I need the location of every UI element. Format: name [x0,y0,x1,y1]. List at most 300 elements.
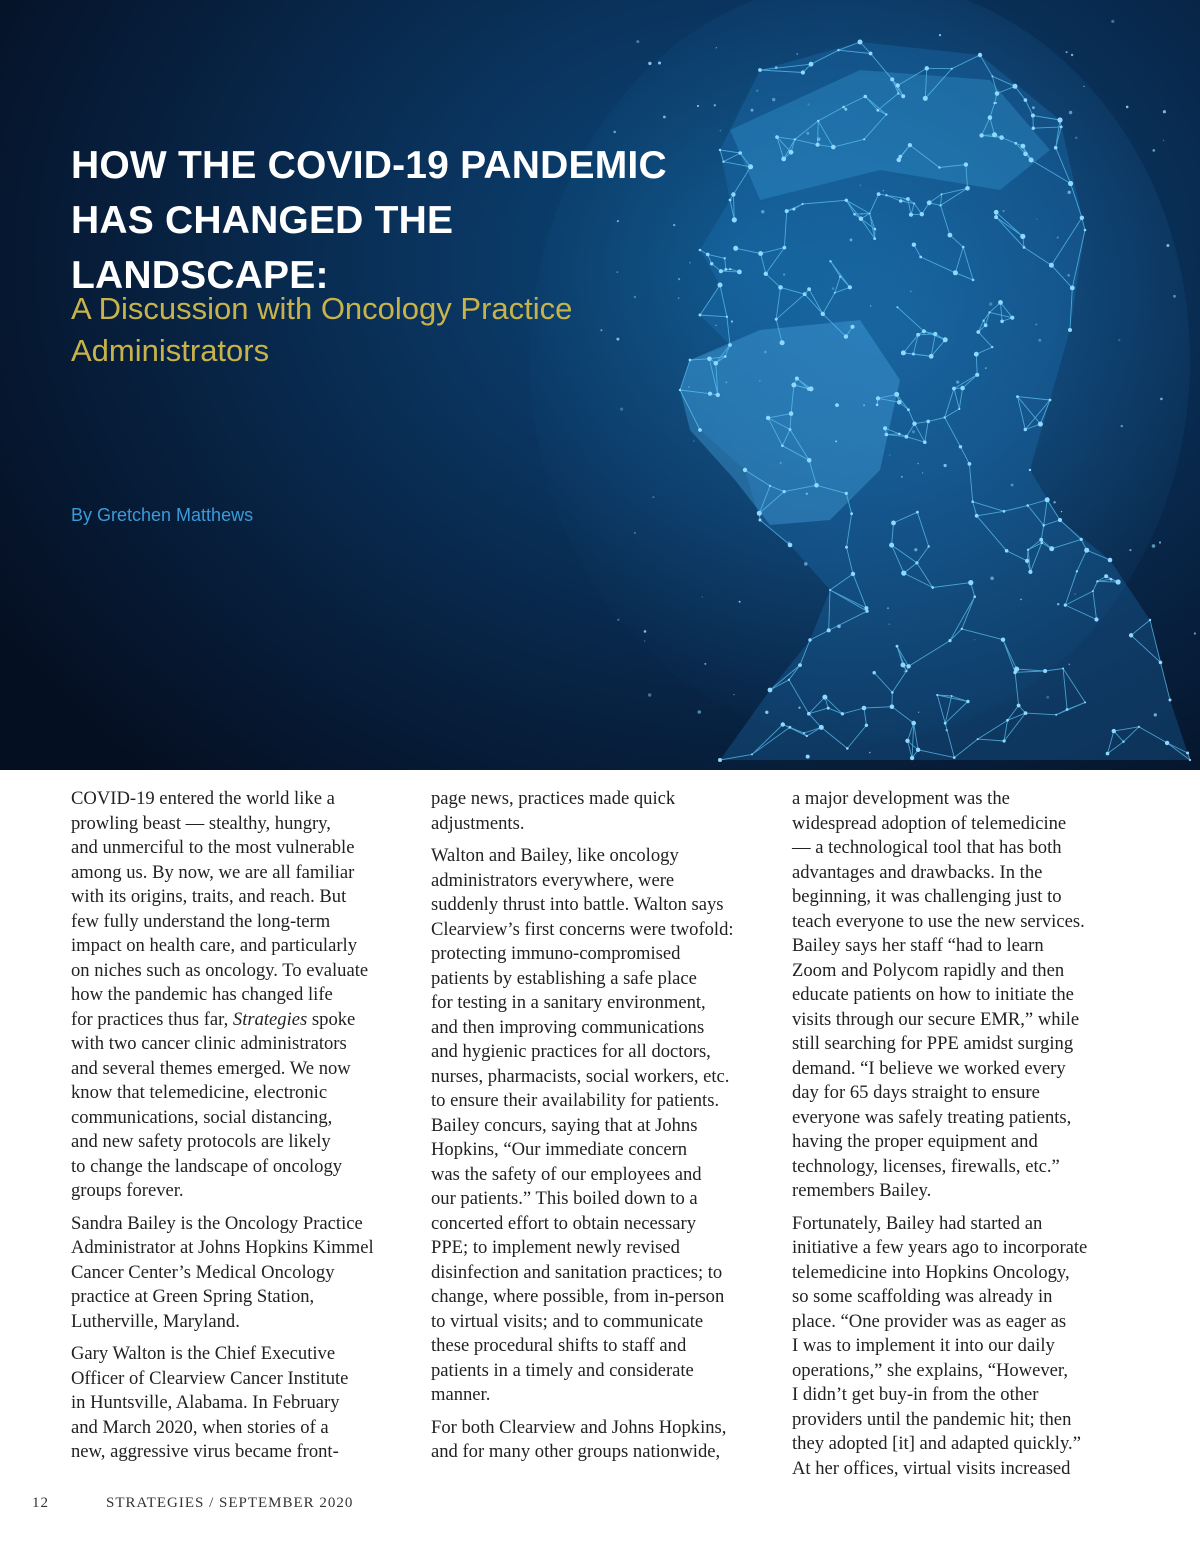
network-node [891,691,894,694]
network-node [769,485,771,487]
network-node [953,270,958,275]
network-node [901,571,906,576]
network-node [1108,558,1113,563]
network-node [829,260,831,262]
particle [837,625,841,629]
network-node [1060,126,1063,129]
network-node [781,444,784,447]
particle [788,541,790,543]
particle [1118,339,1120,341]
text-line: with two cancer clinic administrators [71,1033,347,1054]
particle [1071,54,1073,56]
network-node [931,586,934,589]
network-node [896,645,899,648]
text-line: change, where possible, from in-person [431,1286,725,1307]
network-node [851,572,855,576]
network-node [1049,546,1054,551]
network-node [1029,469,1031,471]
network-node [912,422,916,426]
network-node [927,200,932,205]
network-node [995,91,1000,96]
subtitle-line-1: A Discussion with Oncology Practice [71,291,573,326]
network-node [876,404,879,407]
network-node [1023,246,1026,249]
particle [1011,484,1014,487]
network-node [933,332,937,336]
text-line: demand. “I believe we worked every [792,1057,1066,1079]
network-node [724,355,727,358]
network-node [1080,538,1083,541]
network-node [839,276,841,278]
network-node [951,695,953,697]
network-node [1013,84,1018,89]
network-node [1055,714,1057,716]
network-node [891,521,896,526]
network-node [806,755,810,759]
network-node [890,77,894,81]
network-node [850,325,854,329]
text-line: place. “One provider was as eager as [792,1310,1067,1332]
text-line: Bailey says her staff “had to learn [792,935,1044,956]
network-node [1092,590,1094,592]
particle [1020,599,1022,601]
network-node [864,95,868,99]
particle [775,66,778,69]
text-line: — a technological tool that has both [792,837,1062,858]
network-node [925,66,929,70]
particle [835,440,837,442]
particle [693,440,695,442]
network-node [905,739,909,743]
particle [901,476,903,478]
text-line: Gary Walton is the Chief Executive [71,1343,336,1364]
network-node [789,150,794,155]
particle [617,619,619,621]
text-line: manner. [431,1384,491,1405]
text-line: patients by establishing a safe place [431,967,697,989]
text-line: and hygienic practices for all doctors, [431,1041,711,1062]
text-line: among us. By now, we are all familiar [71,861,355,883]
text-line: to virtual visits; and to communicate [431,1310,704,1332]
network-node [1084,701,1086,703]
network-node [972,279,975,282]
particle [715,325,716,326]
text-line: having the proper equipment and [792,1131,1038,1152]
text-line: For both Clearview and Johns Hopkins, [431,1416,727,1438]
particle [806,493,808,495]
network-node [1027,549,1029,551]
particle [1053,501,1055,503]
particle [798,707,800,709]
text-line: Clearview’s first concerns were twofold: [431,918,734,940]
network-node [1116,579,1121,584]
network-node [775,318,778,321]
particle [1111,20,1114,23]
network-node [912,353,915,356]
network-node [1104,574,1108,578]
text-line: initiative a few years ago to incorporate [792,1237,1088,1258]
network-node [850,512,853,515]
network-node [1043,669,1047,673]
network-node [928,545,930,547]
network-node [726,316,728,318]
network-node [789,726,792,729]
network-node [951,68,953,70]
network-node [1024,428,1027,431]
network-node [894,392,899,397]
particle [1074,593,1076,595]
text-run: spoke [307,1008,356,1030]
network-node [923,440,927,444]
particle [1163,140,1164,141]
network-node [862,706,867,711]
network-node [1003,510,1006,513]
text-line: nurses, pharmacists, social workers, etc. [431,1065,730,1087]
text-line: telemedicine into Hopkins Oncology, [792,1261,1070,1283]
network-node [944,416,946,418]
particle [939,34,941,36]
network-node [1076,570,1078,572]
particle [989,302,992,305]
network-node [898,433,901,436]
network-node [907,408,910,411]
network-node [975,373,979,377]
paragraph [71,1212,413,1335]
particle [1046,696,1049,699]
network-node [829,589,831,591]
text-line [71,1008,413,1033]
paragraph [431,844,773,1408]
network-node [962,246,965,249]
network-node [992,132,997,137]
network-node [973,595,976,598]
text-line: in Huntsville, Alabama. In February [71,1392,340,1413]
network-node [1186,752,1189,755]
network-node [846,747,849,750]
particle [863,404,865,406]
particle [944,464,947,467]
network-node [885,433,889,437]
text-line: impact on health care, and particularly [71,935,358,956]
text-line: to change the landscape of oncology [71,1155,343,1177]
particle [648,693,651,696]
text-line: and for many other groups nationwide, [431,1441,721,1462]
network-node [876,109,879,112]
particle [1038,339,1041,342]
network-node [807,387,811,391]
network-node [1042,524,1045,527]
network-node [897,400,902,405]
particle [648,62,651,65]
network-node [911,721,916,726]
text-line: I didn’t get buy-in from the other [792,1384,1039,1405]
network-node [785,209,789,213]
network-node [873,237,876,240]
network-node [965,186,970,191]
particle [887,607,889,609]
paragraph [792,787,1134,1204]
text-line: Walton and Bailey, like oncology [431,845,679,866]
particle [1163,110,1166,113]
network-node [853,213,856,216]
particle [702,596,703,597]
network-node [768,688,773,693]
particle [697,105,699,107]
particle [1166,244,1169,247]
text-line: Sandra Bailey is the Oncology Practice [71,1212,363,1234]
particle [870,305,871,306]
network-node [698,428,702,432]
text-line: on niches such as oncology. To evaluate [71,959,369,981]
particle [1126,106,1129,109]
network-node [789,428,792,431]
text-line: advantages and drawbacks. In the [792,861,1043,883]
particle [914,548,917,551]
text-line: Bailey concurs, saying that at Johns [431,1114,698,1136]
network-node [757,511,762,516]
network-node [798,663,802,667]
network-node [841,712,844,715]
network-node [926,420,930,424]
particle [756,90,758,92]
network-node [1014,142,1017,145]
text-line: PPE; to implement newly revised [431,1237,680,1258]
network-node [1068,181,1073,186]
text-line: with its origins, traits, and reach. But [71,886,347,907]
title-line-3: LANDSCAPE: [71,254,329,297]
network-node [1025,559,1029,563]
text-run: for practices thus far, [71,1008,233,1030]
network-node [991,346,993,348]
text-line: visits through our secure EMR,” while [792,1008,1080,1030]
text-line: groups forever. [71,1180,184,1201]
network-node [751,753,753,755]
text-line: to ensure their availability for patients. [431,1090,720,1111]
text-line: how the pandemic has changed life [71,984,333,1005]
network-node [1028,570,1032,574]
network-node [714,361,719,366]
network-node [936,694,938,696]
network-node [1016,395,1019,398]
network-node [1084,548,1089,553]
network-node [941,193,943,195]
text-line: adjustments. [431,812,525,834]
network-node [816,143,820,147]
network-node [952,387,956,391]
network-node [1165,741,1169,745]
network-node [916,511,919,514]
network-node [1138,726,1140,728]
network-node [845,492,848,495]
particle [644,630,647,633]
network-node [1021,144,1026,149]
particle [726,382,728,384]
network-node [1110,578,1113,581]
text-line: a major development was the [792,788,1010,809]
text-line: widespread adoption of telemedicine [792,812,1067,834]
particle [817,137,821,141]
particle [620,408,623,411]
network-node [803,292,807,296]
text-line: Cancer Center’s Medical Oncology [71,1261,335,1283]
network-node [901,663,906,668]
particle [1003,210,1005,212]
network-node [1159,661,1163,665]
network-node [943,337,948,342]
network-node [809,62,814,67]
network-node [801,70,805,74]
title-line-2: HAS CHANGED THE [71,199,454,242]
network-node [1057,117,1062,122]
network-node [961,628,963,630]
network-node [792,208,795,211]
network-node [866,610,869,613]
particle [764,351,766,353]
text-line: and new safety protocols are likely [71,1131,331,1152]
text-line: know that telemedicine, electronic [71,1082,328,1103]
network-node [1039,538,1043,542]
particle [1083,86,1084,87]
network-node [1001,638,1005,642]
particle [1068,191,1071,194]
network-node [1049,263,1054,268]
network-node [807,287,811,291]
network-node [890,704,895,709]
network-node [889,543,894,548]
network-node [877,192,881,196]
text-line: technology, licenses, firewalls, etc.” [792,1155,1060,1177]
text-line: COVID-19 entered the world like a [71,788,335,809]
particle [808,103,810,105]
title-line-1: HOW THE COVID-19 PANDEMIC [71,144,667,187]
subtitle-line-2: Administrators [71,333,270,368]
text-line: Administrator at Johns Hopkins Kimmel [71,1237,374,1258]
particle [663,116,666,119]
network-node [716,393,720,397]
particle [1057,237,1059,239]
text-line: I was to implement it into our daily [792,1335,1055,1356]
particle [1057,603,1059,605]
particle [783,274,785,276]
text-line: so some scaffolding was already in [792,1286,1053,1307]
particle [797,53,798,54]
network-node [974,352,979,357]
network-node [1064,604,1067,607]
network-node [821,312,825,316]
network-node [944,722,947,725]
text-line: Officer of Clearview Cancer Institute [71,1367,349,1389]
network-node [968,462,972,466]
network-node [1096,580,1098,582]
particle [1173,295,1176,298]
text-line: still searching for PPE amidst surging [792,1033,1074,1054]
particle [850,239,853,242]
particle [731,320,733,322]
particle [912,430,915,433]
network-node [1062,668,1064,670]
network-node [923,96,928,101]
network-node [1026,504,1029,507]
particle [704,663,706,665]
network-node [885,194,887,196]
particle [918,712,919,713]
particle [889,454,890,455]
network-node [964,162,968,166]
network-node [865,724,868,727]
particle [613,131,616,134]
network-node [897,92,899,94]
network-node [905,670,907,672]
particle [720,130,722,132]
particle [910,291,912,293]
network-node [988,311,990,313]
text-line: they adopted [it] and adapted quickly.” [792,1433,1081,1454]
particle [751,109,754,112]
publication-name: Strategies [232,1008,308,1030]
particle [698,710,702,714]
particle [658,62,661,65]
network-node [897,158,902,163]
particle [1194,632,1196,634]
hero-banner [0,0,1200,770]
network-node [953,756,956,759]
network-node [975,514,979,518]
particle [990,577,994,581]
text-line: and several themes emerged. We now [71,1057,351,1079]
particle [644,640,645,641]
network-node [835,403,839,407]
particle [1036,219,1037,220]
network-node [1080,216,1084,220]
network-node [896,83,900,87]
network-node [781,722,785,726]
masked-head-network-illustration [0,0,1200,770]
network-node [783,246,787,250]
network-node [759,519,762,522]
particle [759,380,761,382]
network-node [988,115,993,120]
network-node [899,199,902,202]
network-node [819,725,824,730]
text-line: providers until the pandemic hit; then [792,1408,1072,1430]
particle [860,185,861,186]
particle [946,729,948,731]
network-node [938,166,940,168]
network-node [858,40,863,45]
network-node [718,758,722,762]
network-node [876,396,880,400]
network-node [998,300,1003,305]
text-line: Hopkins, “Our immediate concern [431,1139,688,1160]
network-node [1094,617,1098,621]
network-node [984,323,988,327]
network-node [1024,711,1028,715]
particle [883,190,884,191]
network-node [783,490,786,493]
network-node [966,700,969,703]
particle [1069,111,1072,114]
network-node [807,458,812,463]
network-node [827,707,830,710]
particle [1035,324,1037,326]
network-node [728,343,732,347]
network-node [806,735,808,737]
network-edge [1097,581,1118,582]
text-line: disinfection and sanitation practices; to [431,1261,723,1283]
network-node [859,217,863,221]
network-node [916,748,920,752]
network-node [679,389,681,391]
